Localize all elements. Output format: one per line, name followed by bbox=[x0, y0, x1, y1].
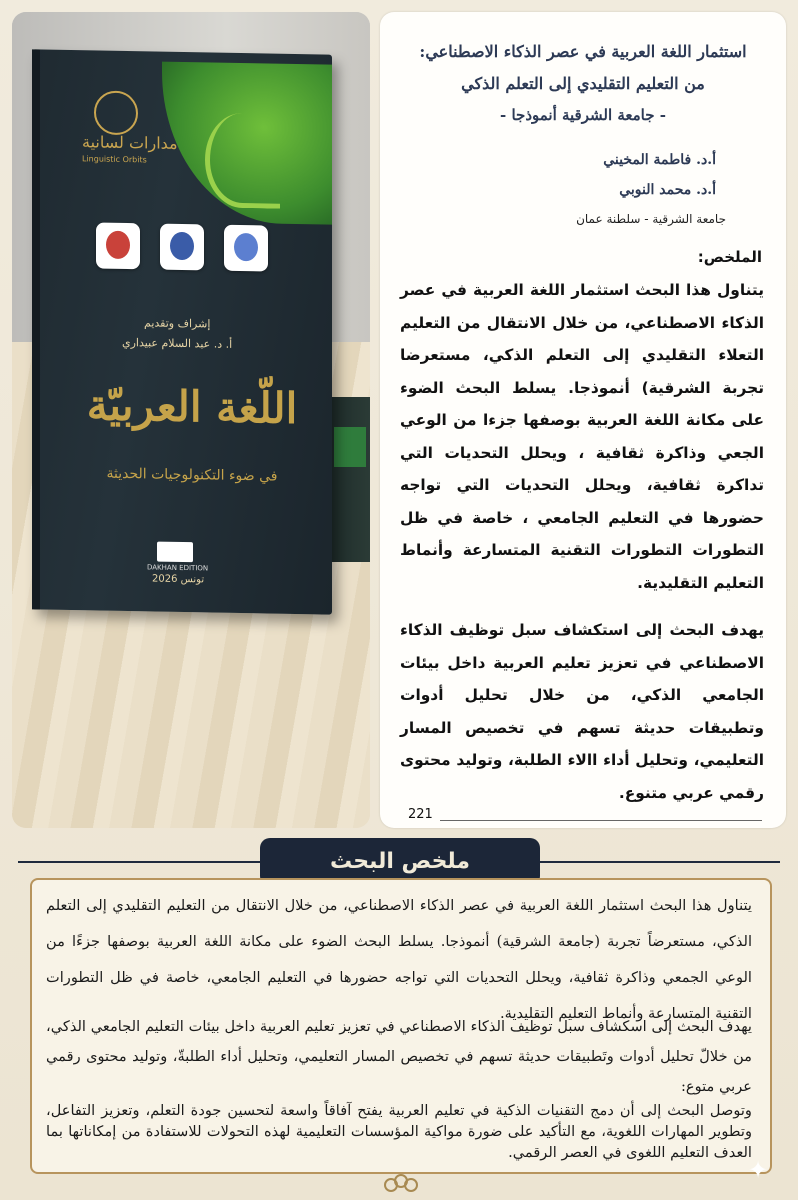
supervision-label: إشراف وتقديم bbox=[144, 316, 211, 331]
author-2: أ.د. محمد النوبي bbox=[619, 182, 716, 198]
summary-paragraph-2: يهدف البحث إلى اسكشاف سبل توظيف الذكاء الاصطناعي في تعزيز تعليم العربية داخل بيئات التعليم الجامعي الذكي، من خلالّ تحليل أدوات وتَطبيقات حديثة تسهم في تخصيص المسار التعليمي، وتحليل أداء الطلبةّ، وتوليد محتوى رقمي عربي متوع: bbox=[46, 1018, 752, 1095]
article-title-line2: من التعليم التقليدي إلى التعلم الذكي bbox=[461, 74, 705, 93]
publisher-logo: مدارات لسانية bbox=[82, 132, 178, 153]
university-seal-icon bbox=[96, 222, 140, 269]
footer-rule bbox=[440, 820, 762, 821]
city-year: تونس 2026 bbox=[152, 573, 205, 586]
book-photo bbox=[12, 12, 370, 828]
ornament-icon bbox=[384, 1174, 414, 1194]
mic-logo-icon bbox=[224, 225, 268, 272]
publisher-logo-sub: Linguistic Orbits bbox=[82, 154, 147, 165]
article-title-line1: استثمار اللغة العربية في عصر الذكاء الاصطناعي: bbox=[419, 42, 747, 61]
summary-paragraph-3: وتوصل البحث إلى أن دمج التقنيات الذكية في تعليم العربية يفتح آفاقاً واسعة لتحسين جودة التعلم، وتعزيز التفاعل، وتطوير المهارات اللغوية، مع التأكيد على ضورة مواكية المؤسسات التعليمية لهذه التحولات للاستفادة من إمكاناتها بما العدف التعليم اللغوى في العصر الرقمي. bbox=[46, 1102, 752, 1161]
side-book bbox=[328, 397, 370, 562]
silhouette-icon bbox=[160, 224, 204, 271]
pen-logo-icon bbox=[94, 90, 138, 135]
abstract-label: الملخص: bbox=[697, 248, 762, 266]
publisher-name: DAKHAN EDITION bbox=[147, 563, 209, 573]
editor-name: أ. د. عبد السلام عبيداري bbox=[122, 335, 233, 351]
author-1: أ.د. فاطمة المخيني bbox=[603, 152, 716, 168]
book-cover bbox=[32, 49, 332, 614]
affiliation: جامعة الشرقية - سلطنة عمان bbox=[576, 212, 726, 226]
book-title: اللّغة العربيّة bbox=[86, 380, 298, 434]
article-title-line3: - جامعة الشرقية أنموذجا - bbox=[500, 106, 666, 124]
summary-paragraph-1: يتناول هذا البحث استثمار اللغة العربية في عصر الذكاء الاصطناعي، من خلال الانتقال من التعليم التقليدي إلى التعلم الذكي، مستعرضاً تجربة (جامعة الشرقية) أنموذجا. يسلط البحث الضوء على مكانة اللغة العربية بوصفها جزءًا من الوعي الجمعي وذاكرة ثقافية، ويحلل التحديات التي تواجه حضورها في التعليم الجامعي، خاصة في ظل التطورات التقنية المتسارعة وأنماط التعليم التقليدية. bbox=[46, 897, 752, 1022]
book-subtitle: في ضوء التكنولوجيات الحديثة bbox=[106, 465, 278, 485]
article-page bbox=[380, 12, 786, 828]
summary-heading: ملخص البحث bbox=[260, 838, 540, 886]
abstract-paragraph-1: يتناول هذا البحث استثمار اللغة العربية في عصر الذكاء الاصطناعي، من خلال الانتقال من التعليم التعلاء التقليدي إلى التعلم الذكي، مستعرضا تجربة الشرقية) أنموذجا. يسلط البحث الضوء على مكانة اللغة العربية بوصفها جزءا من الوعي الجعي وذاكرة ثقافية ، ويحلل التحديات التي تداكرة ثقافية، ويحلل التحديات التي تواجه حضورها في التعليم الجامعي ، خاصة في ظل التطورات التطورات التقنية المتسارعة وأنماط التعليم التقليدية. bbox=[400, 281, 764, 592]
abstract-paragraph-2: يهدف البحث إلى استكشاف سبل توظيف الذكاء الاصطناعي في تعزيز تعليم العربية داخل بيئات الجامعي الذكي، من خلال تحليل أدوات وتطبيقات حديثة تسهم في تخصيص المسار التعليمي، وتحليل أداء االاء الطلبة، وتوليد محتوى رقمي عربي متنوع. bbox=[400, 621, 764, 802]
sparkle-icon: ✦ bbox=[748, 1156, 769, 1184]
publisher-mark-icon bbox=[157, 542, 193, 563]
page-number: 221 bbox=[408, 807, 433, 822]
